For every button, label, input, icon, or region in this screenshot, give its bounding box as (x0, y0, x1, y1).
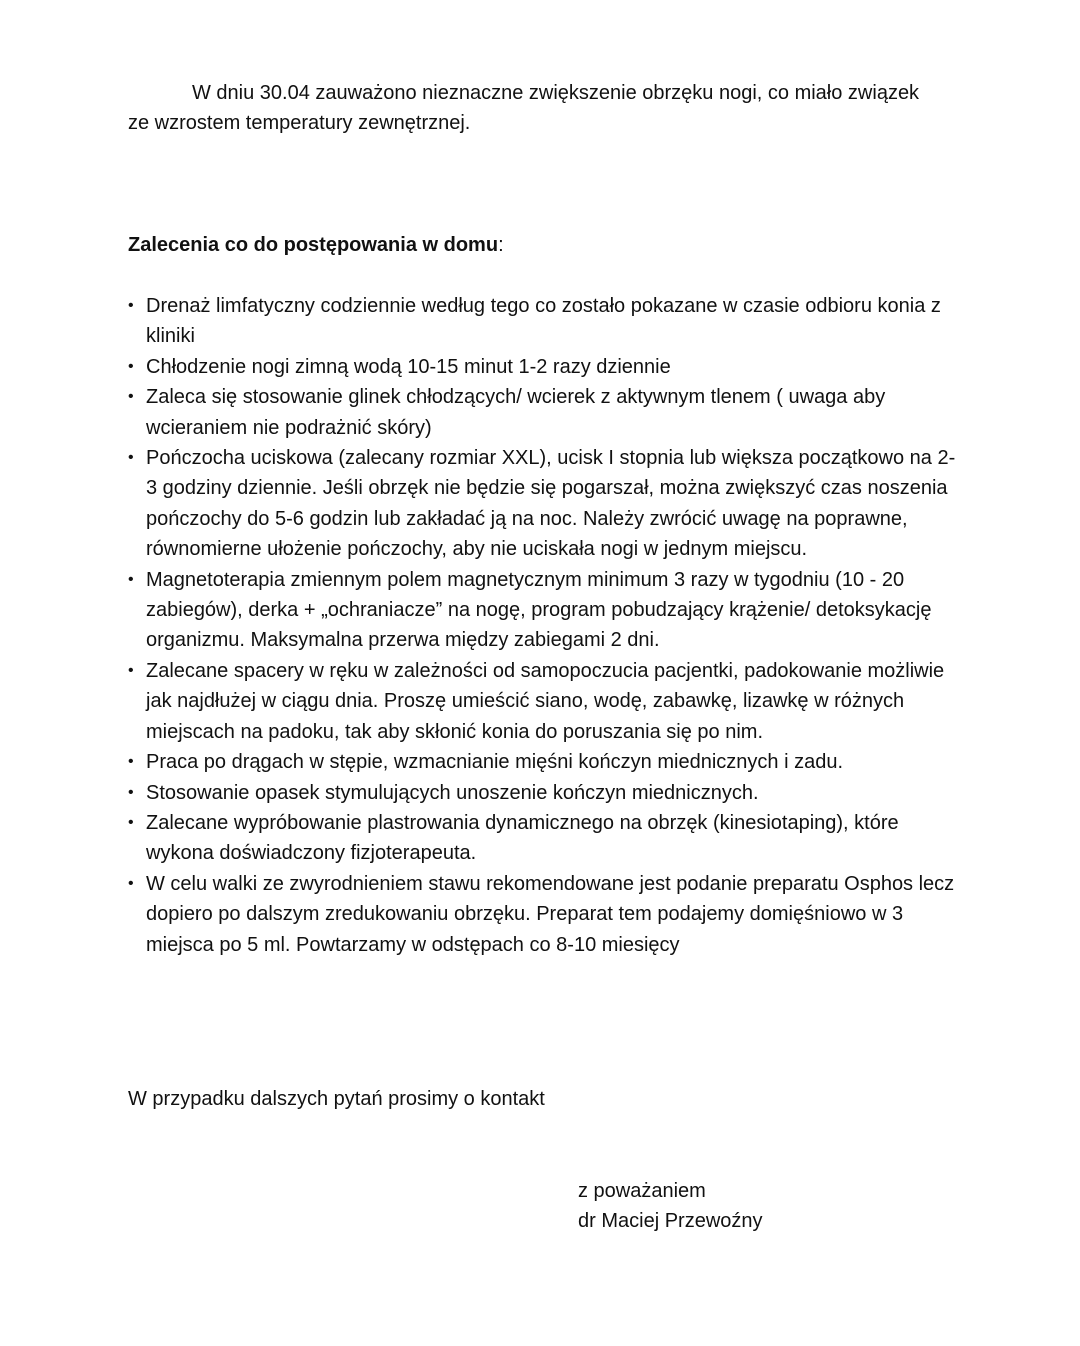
list-item-text: Drenaż limfatyczny codziennie według tego co zostało pokazane w czasie odbioru konia z kliniki (146, 295, 941, 348)
recommendations-heading-bold: Zalecenia co do postępowania w domu (128, 234, 499, 256)
list-item (128, 869, 958, 960)
recommendations-heading-colon: : (498, 234, 504, 256)
recommendations-list (128, 291, 958, 960)
contact-paragraph: W przypadku dalszych pytań prosimy o kontakt (128, 1088, 545, 1110)
list-item-text: Stosowanie opasek stymulujących unoszenie kończyn miednicznych. (146, 781, 759, 804)
bullet-icon: • (128, 783, 134, 801)
list-item (128, 352, 958, 382)
bullet-icon: • (128, 661, 134, 679)
list-item (128, 656, 958, 747)
list-item-text: Zalecane wypróbowanie plastrowania dynamicznego na obrzęk (kinesiotaping), które wykona doświadczony fizjoterapeuta. (146, 811, 899, 865)
list-item (128, 808, 958, 869)
list-item (128, 747, 958, 777)
closing-block (578, 1176, 978, 1237)
list-item-text: W celu walki ze zwyrodnieniem stawu rekomendowane jest podanie preparatu Osphos lecz dopiero po dalszym zredukowaniu obrzęku. Preparat tem podajemy domięśniowo w 3 miejsca po 5 ml. Powtarzamy w odstępach co 8-10 miesięcy (146, 872, 955, 956)
salutation: z poważaniem (578, 1180, 706, 1202)
list-item (128, 778, 958, 808)
bullet-icon: • (128, 570, 134, 588)
list-item (128, 382, 958, 443)
list-item (128, 291, 958, 352)
list-item (128, 565, 958, 656)
list-item-text: Magnetoterapia zmiennym polem magnetycznym minimum 3 razy w tygodniu (10 - 20 zabiegów), derka + „ochraniacze” na nogę, program pobudzający krążenie/ detoksykację organizmu. Maksymalna przerwa między zabiegami 2 dni. (146, 568, 932, 652)
list-item (128, 443, 958, 565)
intro-paragraph: W dniu 30.04 zauważono nieznaczne zwiększenie obrzęku nogi, co miało związek ze wzrostem temperatury zewnętrznej. (128, 82, 920, 135)
list-item-text: Praca po drągach w stępie, wzmacnianie mięśni kończyn miednicznych i zadu. (146, 751, 844, 774)
list-item-text: Zalecane spacery w ręku w zależności od samopoczucia pacjentki, padokowanie możliwie jak najdłużej w ciągu dnia. Proszę umieścić siano, wodę, zabawkę, lizawkę w różnych miejscach na padoku, tak aby skłonić konia do poruszania się po nim. (146, 659, 945, 743)
bullet-icon: • (128, 753, 134, 771)
list-item-text: Pończocha uciskowa (zalecany rozmiar XXL), ucisk I stopnia lub większa początkowo na 2-3 godziny dziennie. Jeśli obrzęk nie będzie się pogarszał, można zwiększyć czas noszenia pończochy do 5-6 godzin lub zakładać ją na noc. Należy zwrócić uwagę na poprawne, równomierne ułożenie pończochy, aby nie uciskała nogi w jednym miejscu. (146, 447, 956, 561)
bullet-icon: • (128, 388, 134, 406)
bullet-icon: • (128, 874, 134, 892)
signature-name: dr Maciej Przewoźny (578, 1210, 763, 1233)
bullet-icon: • (128, 297, 134, 314)
list-item-text: Chłodzenie nogi zimną wodą 10-15 minut 1-2 razy dziennie (146, 355, 671, 378)
bullet-icon: • (128, 813, 134, 831)
bullet-icon: • (128, 357, 134, 375)
list-item-text: Zaleca się stosowanie glinek chłodzących/ wcierek z aktywnym tlenem ( uwaga aby wcieraniem nie podrażnić skóry) (146, 386, 886, 439)
bullet-icon: • (128, 449, 134, 467)
recommendations-heading (128, 230, 928, 260)
